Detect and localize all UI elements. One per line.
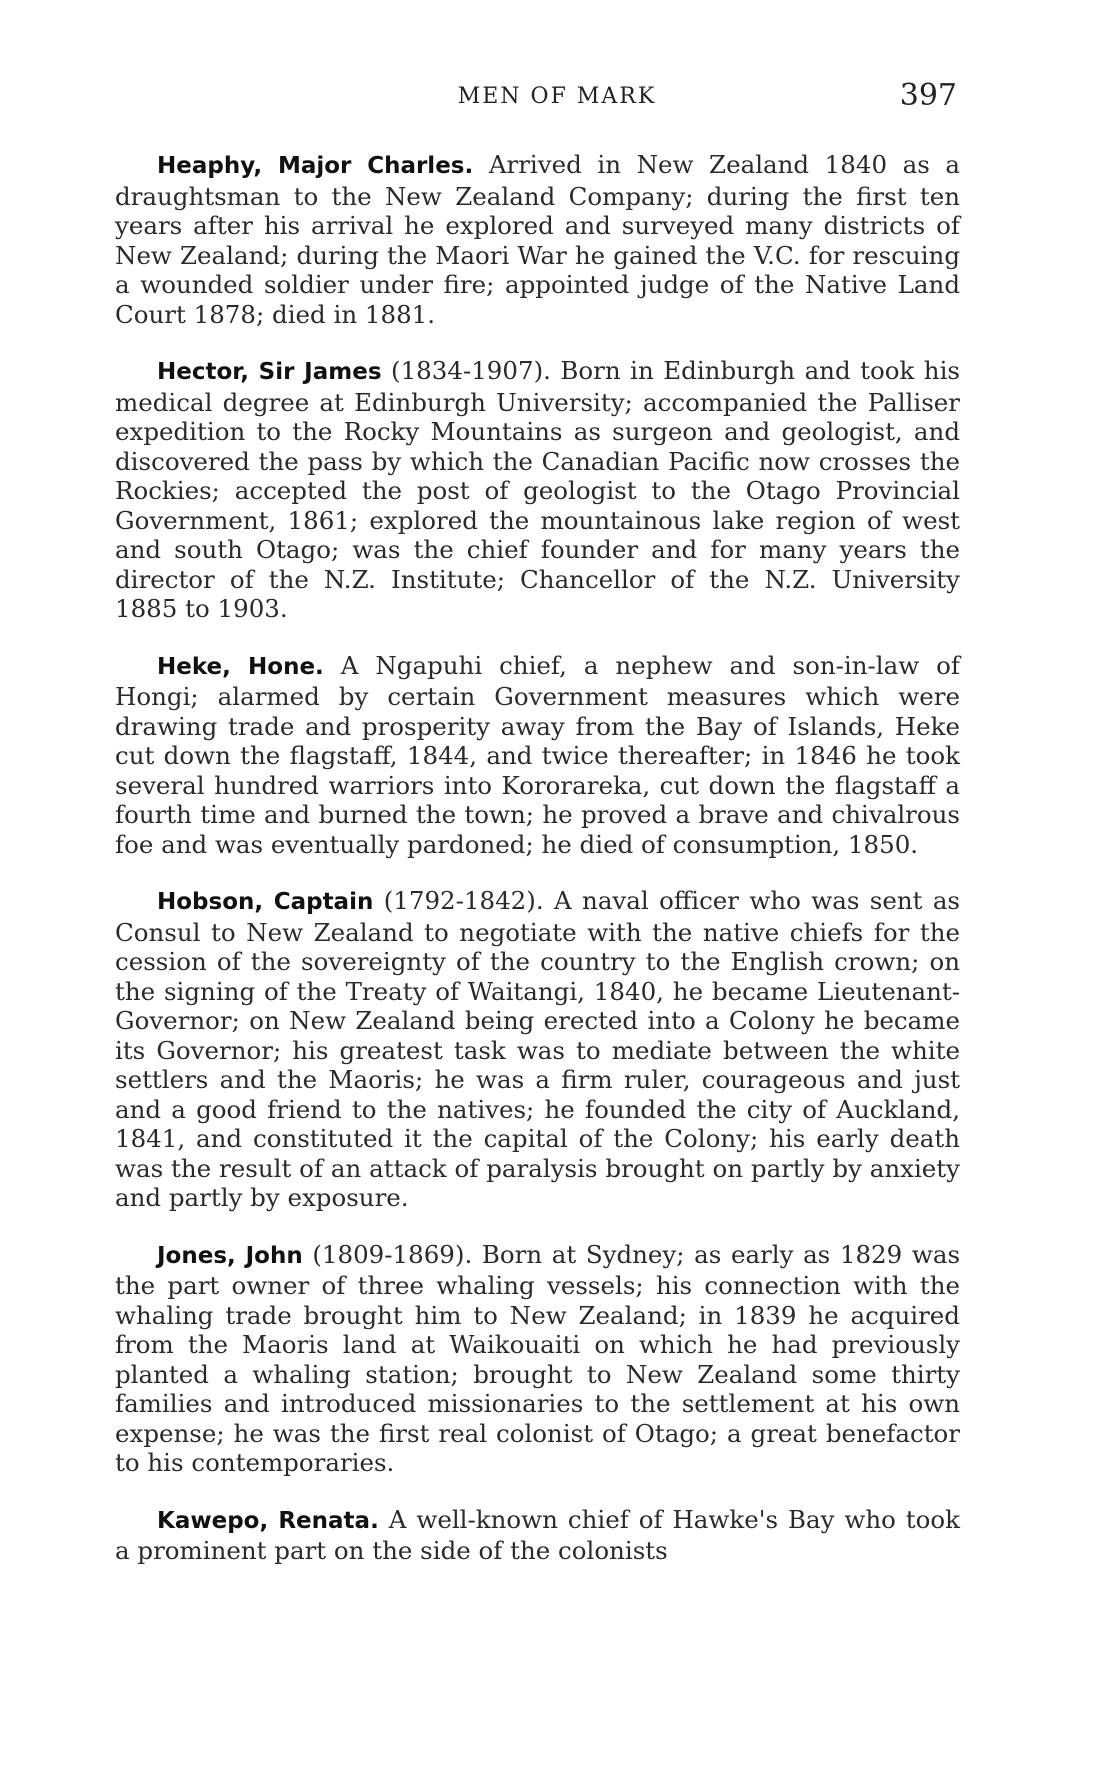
entry-hobson xyxy=(115,886,960,1213)
entry-name: Hector, Sir James xyxy=(157,359,382,385)
entry-body: Born at Sydney; as early as 1829 was the part owner of three whaling vessels; his connection with the whaling trade brought him to New Zealand; in 1839 he acquired from the Maoris land at Waikouaiti on which he had previously planted a whaling station; brought to New Zealand some thirty families and introduced missionaries to the settlement at his own expense; he was the first real colonist of Otago; a great benefactor to his contemporaries. xyxy=(115,1239,961,1477)
entry-body: A Ngapuhi chief, a nephew and son-in-law of Hongi; alarmed by certain Government measures which were drawing trade and prosperity away from the Bay of Islands, Heke cut down the flagstaff, 1844, and twice thereafter; in 1846 he took several hundred warriors into Kororareka, cut down the flagstaff a fourth time and burned the town; he proved a brave and chivalrous foe and was eventually pardoned; he died of consumption, 1850. xyxy=(115,650,960,859)
entry-name: Jones, John xyxy=(157,1242,303,1269)
entry-body: Arrived in New Zealand 1840 as a draughtsman to the New Zealand Company; during the first ten years after his arrival he explored and surveyed many districts of New Zealand; during the Maori War he gained the V.C. for rescuing a wounded soldier under fire; appointed judge of the Native Land Court 1878; died in 1881. xyxy=(115,150,960,329)
entry-name: Heke, Hone. xyxy=(157,653,324,680)
entry-dates: (1834-1907). xyxy=(391,356,551,385)
entry-jones xyxy=(115,1240,960,1478)
entry-heke xyxy=(115,651,960,860)
entry-dates: (1809-1869). xyxy=(312,1239,473,1269)
entry-body: A naval officer who was sent as Consul to New Zealand to negotiate with the native chiefs for the cession of the sovereignty of the country to the English crown; on the signing of the Treaty of Waitangi, 1840, he became Lieutenant-Governor; on New Zealand being erected into a Colony he became its Governor; his greatest task was to mediate between the white settlers and the Maoris; he was a firm ruler, courageous and just and a good friend to the natives; he founded the city of Auckland, 1841, and constituted it the capital of the Colony; his early death was the result of an attack of paralysis brought on partly by anxiety and partly by exposure. xyxy=(115,886,960,1212)
running-head xyxy=(0,78,1114,118)
entry-dates: (1792-1842). xyxy=(383,886,544,915)
entry-name: Heaphy, Major Charles. xyxy=(157,153,474,179)
entry-body: A well-known chief of Hawke's Bay who took a prominent part on the side of the colonists xyxy=(115,1504,960,1565)
entry-kawepo xyxy=(115,1505,960,1566)
entry-name: Kawepo, Renata. xyxy=(157,1507,379,1534)
page-number: 397 xyxy=(899,78,957,113)
entry-hector xyxy=(115,356,960,624)
entry-name: Hobson, Captain xyxy=(157,889,374,915)
biography-entries xyxy=(115,150,960,1593)
running-title: MEN OF MARK xyxy=(457,84,657,109)
entry-heaphy xyxy=(115,150,960,329)
entry-body: Born in Edinburgh and took his medical degree at Edinburgh University; accompanied the Palliser expedition to the Rocky Mountains as surgeon and geologist, and discovered the pass by which the Canadian Pacific now crosses the Rockies; accepted the post of geologist to the Otago Provincial Government, 1861; explored the mountainous lake region of west and south Otago; was the chief founder and for many years the director of the N.Z. Institute; Chancellor of the N.Z. University 1885 to 1903. xyxy=(115,356,960,623)
